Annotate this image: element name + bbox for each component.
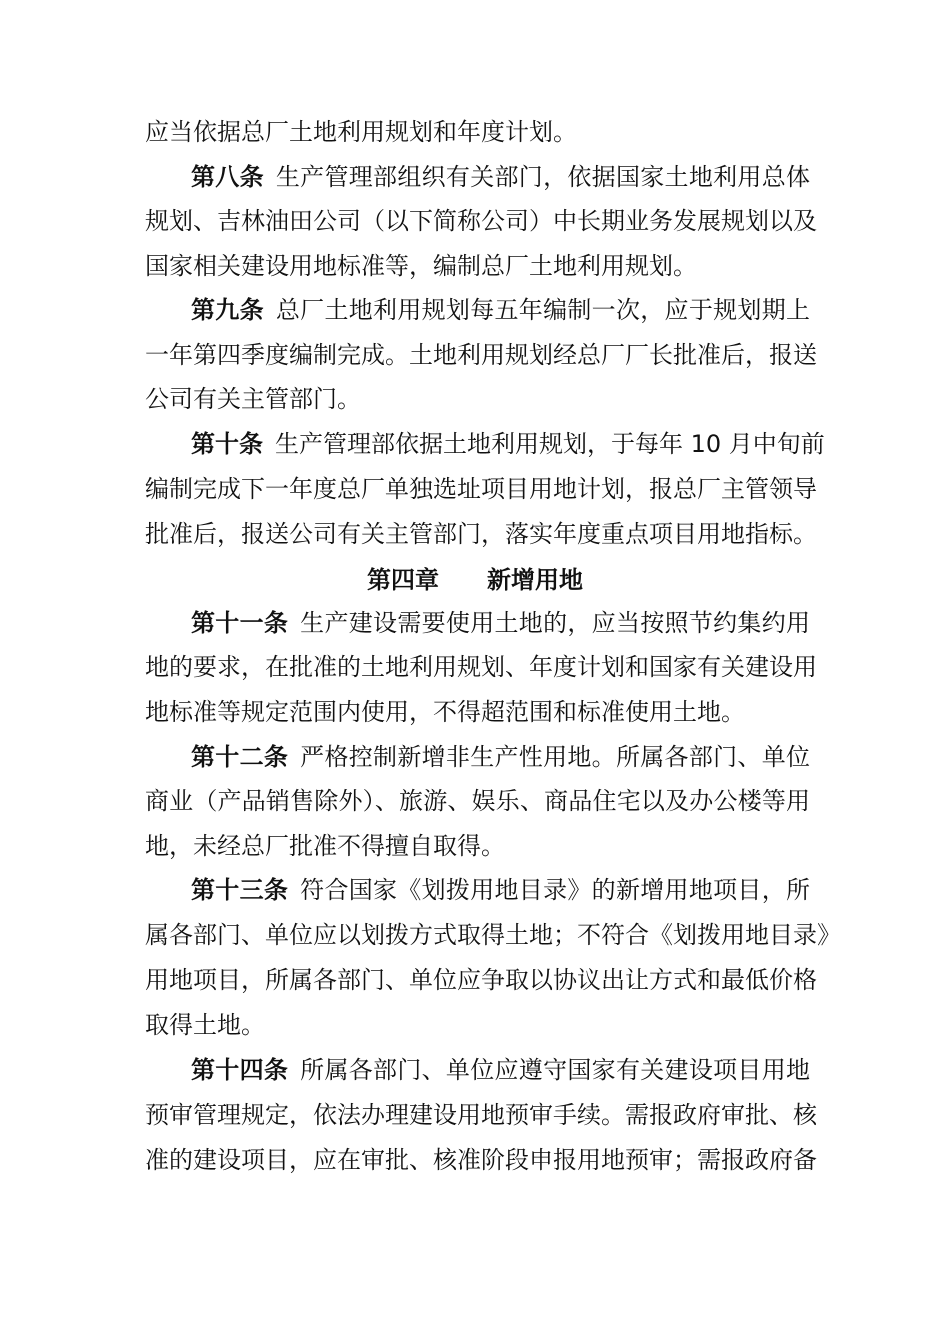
text-line: 批准后，报送公司有关主管部门，落实年度重点项目用地指标。 [145, 520, 817, 548]
text-line: 商业（产品销售除外）、旅游、娱乐、商品住宅以及办公楼等用 [145, 787, 810, 815]
article-text: 生产管理部组织有关部门，依据国家土地利用总体 [275, 163, 810, 191]
chapter-heading [0, 558, 950, 602]
article-text: 生产管理部依据土地利用规划，于每年 10 月中旬前 [275, 430, 825, 458]
article-text: 总厂土地利用规划每五年编制一次，应于规划期上 [275, 296, 810, 324]
text-line: 预审管理规定，依法办理建设用地预审手续。需报政府审批、核 [145, 1101, 817, 1129]
text-line: 公司有关主管部门。 [145, 385, 361, 413]
article-text: 生产建设需要使用土地的，应当按照节约集约用 [300, 609, 811, 637]
text-line: 一年第四季度编制完成。土地利用规划经总厂厂长批准后，报送 [145, 341, 817, 369]
article-11-first-line [191, 601, 810, 645]
article-number: 第十条 [191, 430, 263, 458]
article-text: 所属各部门、单位应遵守国家有关建设项目用地 [300, 1056, 811, 1084]
text-line: 地的要求，在批准的土地利用规划、年度计划和国家有关建设用 [145, 653, 817, 681]
chapter-title: 新增用地 [487, 566, 583, 594]
text-line: 规划、吉林油田公司（以下简称公司）中长期业务发展规划以及 [145, 207, 817, 235]
text-line: 用地项目，所属各部门、单位应争取以协议出让方式和最低价格 [145, 966, 817, 994]
article-14-first-line [191, 1048, 810, 1092]
article-9-first-line [191, 288, 810, 332]
article-12-first-line [191, 735, 810, 779]
article-10-first-line [191, 422, 825, 466]
text-line: 准的建设项目，应在审批、核准阶段申报用地预审；需报政府备 [145, 1146, 817, 1174]
article-number: 第十二条 [191, 743, 289, 771]
text-line: 属各部门、单位应以划拨方式取得土地；不符合《划拨用地目录》 [145, 921, 841, 949]
text-line: 编制完成下一年度总厂单独选址项目用地计划，报总厂主管领导 [145, 475, 817, 503]
article-number: 第八条 [191, 163, 264, 191]
text-line: 取得土地。 [145, 1011, 265, 1039]
article-8-first-line [191, 155, 810, 199]
article-13-first-line [191, 868, 810, 912]
chapter-number: 第四章 [367, 566, 439, 594]
article-number: 第九条 [191, 296, 264, 324]
article-text: 符合国家《划拨用地目录》的新增用地项目，所 [300, 876, 811, 904]
text-line: 国家相关建设用地标准等，编制总厂土地利用规划。 [145, 252, 697, 280]
article-text: 严格控制新增非生产性用地。所属各部门、单位 [300, 743, 811, 771]
article-number: 第十三条 [191, 876, 289, 904]
text-line: 应当依据总厂土地利用规划和年度计划。 [145, 118, 577, 146]
article-number: 第十四条 [191, 1056, 289, 1084]
text-line: 地，未经总厂批准不得擅自取得。 [145, 832, 505, 860]
text-line: 地标准等规定范围内使用，不得超范围和标准使用土地。 [145, 698, 745, 726]
article-number: 第十一条 [191, 609, 289, 637]
